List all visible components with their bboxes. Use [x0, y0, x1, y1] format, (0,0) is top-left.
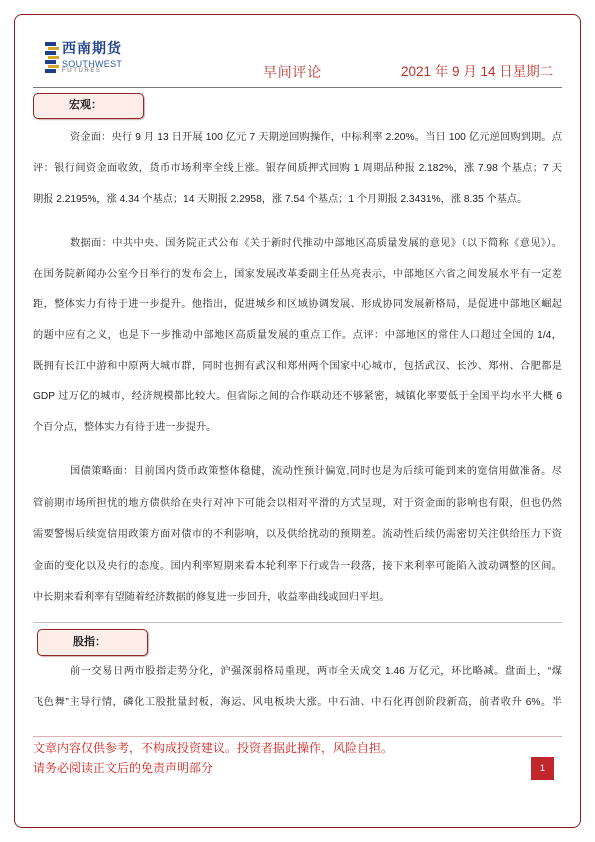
text-line: 在国务院新闻办公室今日举行的发布会上，国家发展改革委副主任丛亮表示，中部地区六省之间发展水平有一定差 — [33, 268, 562, 280]
footer-notice: 请务必阅读正文后的免责声明部分 — [33, 761, 214, 775]
text-line: GDP 过万亿的城市，经济规模都比较大。但省际之间的合作联动还不够紧密，城镇化率要低于全国平均水平大概 6 — [33, 391, 562, 403]
report-type-title: 早间评论 — [263, 64, 322, 80]
brand-name-en-line2: FUTURES — [62, 68, 102, 74]
text-line: 飞色舞”主导行情，磷化工股批量封板，海运、风电板块大涨。中石油、中石化再创阶段新高，前者收升 6%。半 — [33, 697, 562, 708]
section-heading-macro — [33, 93, 144, 119]
section-divider — [33, 622, 562, 623]
text-line: 国债策略面：目前国内货币政策整体稳健，流动性预计偏宽,同时也是为后续可能到来的宽信用做准备。尽 — [70, 466, 562, 477]
paragraph-bond-strategy — [33, 456, 562, 614]
text-line: 金面的变化以及央行的态度。国内利率短期来看本轮利率下行或告一段落，接下来利率可能陷入波动调整的区间。 — [33, 560, 562, 572]
footer-divider — [33, 736, 562, 737]
brand-logo — [44, 41, 128, 77]
text-line: 资金面：央行 9 月 13 日开展 100 亿元 7 天期逆回购操作，中标利率 2.20%。当日 100 亿元逆回购到期。点 — [70, 132, 562, 143]
text-line: 需要警惕后续宽信用政策方面对债市的不利影响，以及供给扰动的预期差。流动性后续仍需密切关注供给压力下资 — [33, 529, 562, 540]
text-line: 的题中应有之义，也是下一步推动中部地区高质量发展的重点工作。点评：中部地区的常住人口超过全国的 1/4， — [33, 330, 562, 342]
report-date: 2021 年 9 月 14 日星期二 — [401, 64, 554, 79]
paragraph-stock-index — [33, 656, 562, 718]
brand-name-en-line1: SOUTHWEST — [62, 59, 123, 69]
text-line: 中长期来看利率有望随着经济数据的修复进一步回升，收益率曲线或回归平坦。 — [33, 592, 390, 603]
text-line: 既拥有长江中游和中原两大城市群，同时也拥有武汉和郑州两个国家中心城市，包括武汉、长沙、郑州、合肥都是 — [33, 360, 562, 372]
text-line: 期报 2.2195%，涨 4.34 个基点；14 天期报 2.2958，涨 7.54 个基点；1 个月期报 2.3431%，涨 8.35 个基点。 — [33, 194, 528, 205]
footer-disclaimer: 文章内容仅供参考，不构成投资建议。投资者据此操作，风险自担。 — [33, 741, 394, 755]
header-divider — [33, 87, 562, 88]
text-line: 前一交易日两市股指走势分化，沪强深弱格局重现，两市全天成交 1.46 万亿元，环比略减。盘面上，“煤 — [70, 666, 562, 677]
text-line: 距，整体实力有待于进一步提升。他指出，促进城乡和区域协调发展、形成协同发展新格局，是促进中部地区崛起 — [33, 299, 562, 311]
page-number-badge: 1 — [531, 757, 554, 780]
section-heading-label: 宏观： — [69, 99, 102, 111]
text-line: 数据面：中共中央、国务院正式公布《关于新时代推动中部地区高质量发展的意见》（以下简称《意见》）。 — [70, 238, 562, 249]
paragraph-data-release — [33, 229, 562, 444]
text-line: 评：银行间资金面收敛，货币市场利率全线上涨。银存间质押式回购 1 周期品种报 2.182%，涨 7.98 个基点；7 天 — [33, 163, 562, 174]
brand-logo-icon — [44, 42, 60, 76]
text-line: 个百分点，整体实力有待于进一步提升。 — [33, 422, 217, 434]
text-line: 管前期市场所担忧的地方债供给在央行对冲下可能会以相对平滑的方式呈现，对于资金面的影响也有限，但也仍然 — [33, 497, 562, 509]
section-heading-label: 股指： — [73, 636, 106, 648]
section-heading-stock-index — [37, 629, 148, 656]
paragraph-funding-market — [33, 122, 562, 215]
brand-name-cn: 西南期货 — [62, 41, 122, 57]
